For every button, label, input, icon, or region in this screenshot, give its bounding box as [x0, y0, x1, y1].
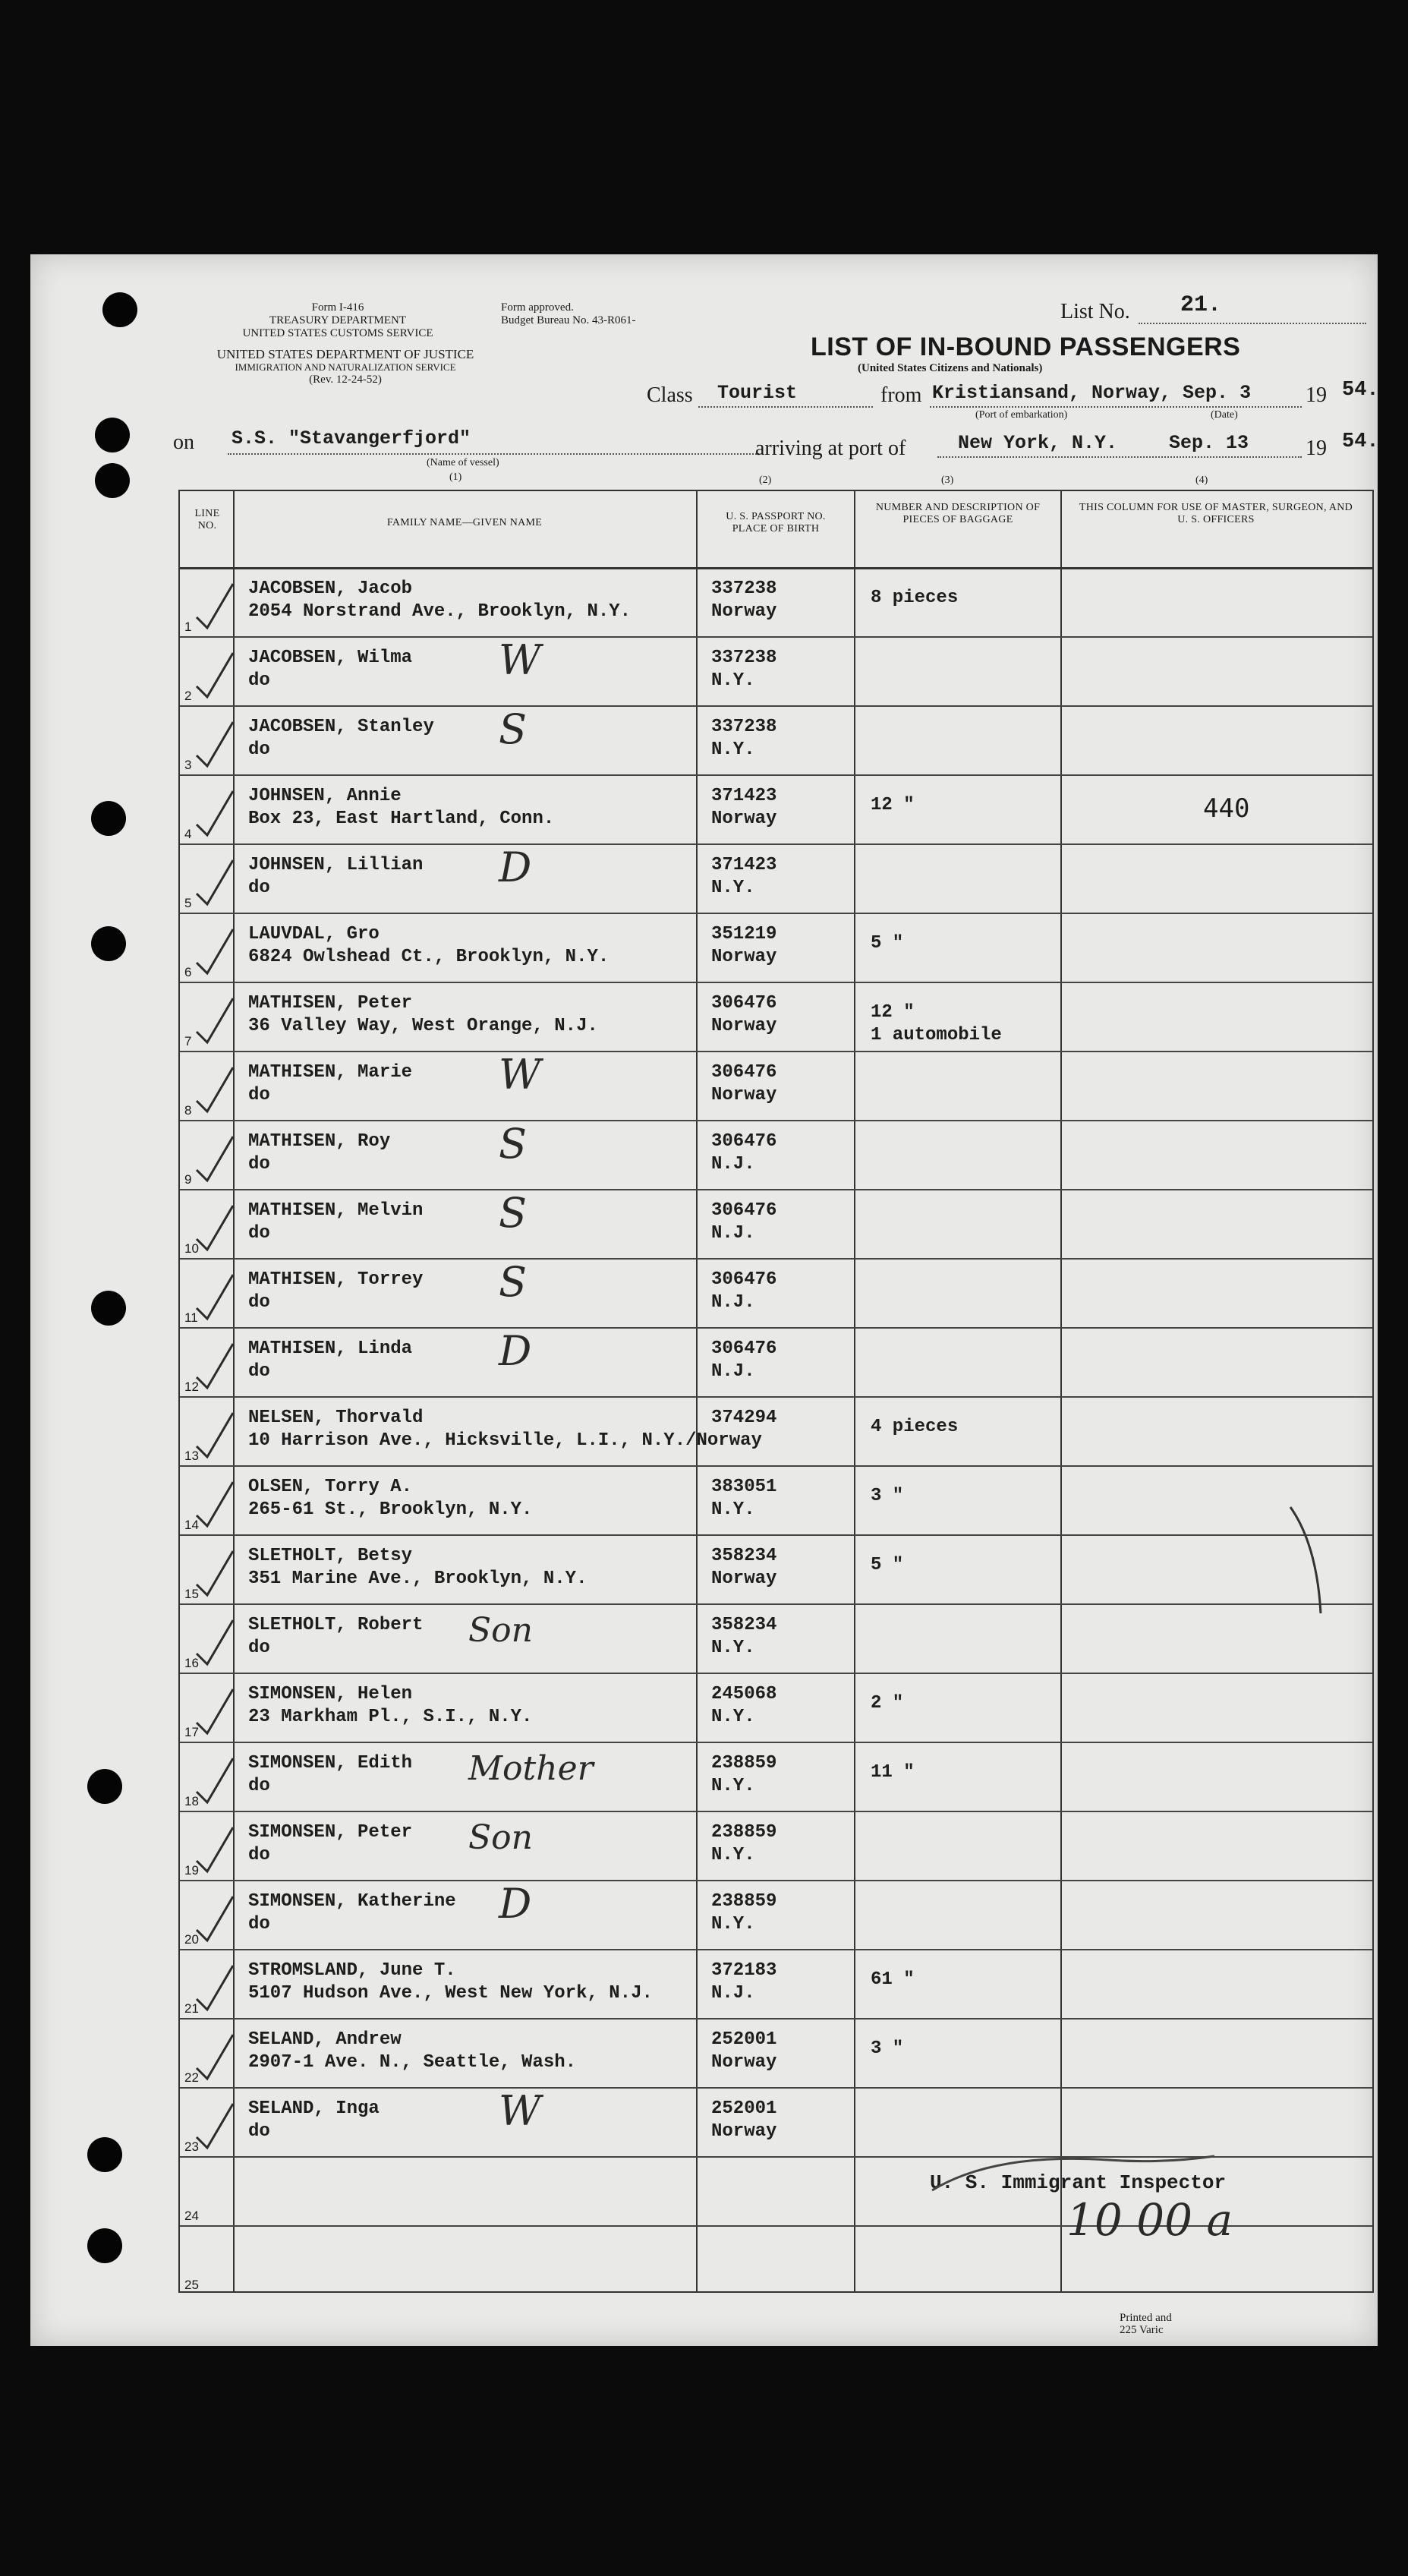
from-label: from — [880, 383, 922, 407]
line-number: 18 — [184, 1794, 199, 1808]
passport-number: 306476 — [711, 993, 777, 1014]
year-value-2: 54. — [1342, 430, 1379, 453]
passenger-name: JACOBSEN, Stanley — [248, 717, 434, 737]
col-header-name: FAMILY NAME—GIVEN NAME — [386, 517, 543, 528]
passenger-address: 265-61 St., Brooklyn, N.Y. — [248, 1499, 533, 1520]
passenger-address: do — [248, 1361, 270, 1382]
birth-place: Norway — [711, 809, 777, 829]
embarkation-caption: (Port of embarkation) — [975, 409, 1068, 421]
passport-number: 358234 — [711, 1546, 777, 1566]
printer-line-2: 225 Varic — [1120, 2324, 1164, 2336]
passenger-name: JOHNSEN, Lillian — [248, 855, 424, 875]
passenger-name: MATHISEN, Marie — [248, 1062, 413, 1083]
relationship-note: Son — [468, 1611, 533, 1650]
passenger-name: SELAND, Inga — [248, 2098, 380, 2119]
baggage: 61 " — [871, 1969, 915, 1990]
baggage: 8 pieces — [871, 588, 959, 608]
passport-number: 337238 — [711, 717, 777, 737]
col-number-3: (3) — [941, 475, 954, 486]
list-label: List No. — [1060, 300, 1130, 323]
passenger-address: do — [248, 1154, 270, 1174]
baggage-extra: 1 automobile — [871, 1025, 1002, 1045]
passport-number: 238859 — [711, 1753, 777, 1774]
line-number: 2 — [184, 689, 192, 703]
passport-number: 358234 — [711, 1615, 777, 1635]
birth-place: N.Y. — [711, 670, 755, 691]
baggage: 11 " — [871, 1762, 915, 1783]
passenger-address: Box 23, East Hartland, Conn. — [248, 809, 555, 829]
relationship-note: D — [499, 1327, 532, 1375]
passenger-name: MATHISEN, Linda — [248, 1338, 413, 1359]
passport-number: 306476 — [711, 1131, 777, 1152]
passenger-address: do — [248, 739, 270, 760]
line-number: 21 — [184, 2001, 199, 2016]
birth-place: Norway — [711, 1569, 777, 1589]
class-label: Class — [647, 383, 693, 407]
birth-place: N.J. — [711, 1983, 755, 2004]
birth-place: N.Y. — [711, 1914, 755, 1934]
line-number: 25 — [184, 2278, 199, 2292]
passenger-address: 2907-1 Ave. N., Seattle, Wash. — [248, 2052, 577, 2073]
embarkation-port-date: Kristiansand, Norway, Sep. 3 — [932, 382, 1252, 404]
birth-place: N.Y. — [711, 1776, 755, 1796]
passenger-name: SIMONSEN, Katherine — [248, 1891, 456, 1912]
col-header-passport: U. S. PASSPORT NO. PLACE OF BIRTH — [726, 511, 826, 534]
col-number-4: (4) — [1195, 475, 1208, 486]
line-number: 1 — [184, 620, 192, 634]
passenger-name: SIMONSEN, Peter — [248, 1822, 413, 1843]
birth-place: Norway — [711, 947, 777, 967]
passenger-address: do — [248, 1776, 270, 1796]
ins-title: IMMIGRATION AND NATURALIZATION SERVICE — [235, 361, 456, 373]
passenger-address: do — [248, 1638, 270, 1658]
line-number: 20 — [184, 1932, 199, 1947]
year-value: 54. — [1342, 379, 1379, 402]
passenger-name: JACOBSEN, Wilma — [248, 648, 413, 668]
passport-number: 337238 — [711, 648, 777, 668]
inspector-title: U. S. Immigrant Inspector — [930, 2171, 1227, 2194]
passport-number: 306476 — [711, 1200, 777, 1221]
passenger-address: 36 Valley Way, West Orange, N.J. — [248, 1016, 598, 1036]
line-number: 19 — [184, 1863, 199, 1878]
passenger-address: do — [248, 878, 270, 898]
passenger-address: do — [248, 2121, 270, 2142]
passenger-address: do — [248, 1085, 270, 1105]
passenger-address: do — [248, 1292, 270, 1313]
relationship-note: S — [499, 1258, 527, 1306]
inspector-signature: 10 00 a — [1066, 2194, 1233, 2246]
baggage: 12 " — [871, 795, 915, 815]
passport-number: 383051 — [711, 1477, 777, 1497]
line-number: 15 — [184, 1587, 199, 1601]
line-number: 6 — [184, 965, 192, 979]
approval-text: Form approved. — [501, 301, 574, 314]
doj-title: UNITED STATES DEPARTMENT OF JUSTICE — [216, 347, 474, 361]
relationship-note: D — [499, 1880, 532, 1928]
year-prefix-2: 19 — [1306, 437, 1327, 460]
passenger-address: 23 Markham Pl., S.I., N.Y. — [248, 1707, 533, 1727]
birth-place: N.Y. — [711, 739, 755, 760]
birth-place: N.J. — [711, 1292, 755, 1313]
passenger-name: SLETHOLT, Robert — [248, 1615, 424, 1635]
passport-number: 306476 — [711, 1338, 777, 1359]
birth-place: Norway — [711, 2052, 777, 2073]
passport-number: 238859 — [711, 1891, 777, 1912]
relationship-note: Mother — [468, 1749, 594, 1788]
passport-number: 351219 — [711, 924, 777, 944]
birth-place: N.J. — [711, 1154, 755, 1174]
baggage: 3 " — [871, 2038, 904, 2059]
col-header-officers: THIS COLUMN FOR USE OF MASTER, SURGEON, AND U. S. OFFICERS — [1079, 502, 1353, 525]
passenger-name: JACOBSEN, Jacob — [248, 579, 413, 599]
relationship-note: S — [499, 705, 527, 753]
baggage: 12 " — [871, 1002, 915, 1023]
on-label: on — [173, 430, 194, 454]
department: TREASURY DEPARTMENT — [269, 314, 407, 326]
relationship-note: S — [499, 1189, 527, 1237]
passenger-address: do — [248, 1845, 270, 1865]
line-number: 17 — [184, 1725, 199, 1739]
passenger-name: JOHNSEN, Annie — [248, 786, 402, 806]
passenger-address: 10 Harrison Ave., Hicksville, L.I., N.Y./Norway — [248, 1430, 762, 1451]
passenger-name: NELSEN, Thorvald — [248, 1408, 424, 1428]
passenger-name: MATHISEN, Melvin — [248, 1200, 424, 1221]
line-number: 12 — [184, 1379, 199, 1394]
year-prefix: 19 — [1306, 383, 1327, 407]
relationship-note: S — [499, 1120, 527, 1168]
line-number: 7 — [184, 1034, 192, 1048]
passenger-address: do — [248, 670, 270, 691]
birth-place: N.Y. — [711, 878, 755, 898]
relationship-note: W — [499, 636, 541, 684]
arrival-date: Sep. 13 — [1169, 432, 1249, 454]
passenger-name: MATHISEN, Torrey — [248, 1269, 424, 1290]
passenger-name: MATHISEN, Roy — [248, 1131, 391, 1152]
class-value: Tourist — [717, 382, 798, 404]
passenger-name: SIMONSEN, Edith — [248, 1753, 413, 1774]
col-header-line-no: LINE NO. — [194, 508, 220, 531]
passenger-name: SIMONSEN, Helen — [248, 1684, 413, 1704]
line-number: 14 — [184, 1518, 199, 1532]
col-header-baggage: NUMBER AND DESCRIPTION OF PIECES OF BAGGAGE — [875, 502, 1041, 525]
passenger-address: 2054 Norstrand Ave., Brooklyn, N.Y. — [248, 601, 632, 622]
line-number: 5 — [184, 896, 192, 910]
passport-number: 306476 — [711, 1269, 777, 1290]
arriving-label: arriving at port of — [755, 437, 906, 460]
passenger-address: do — [248, 1223, 270, 1244]
list-number: 21. — [1180, 292, 1222, 318]
passport-number: 238859 — [711, 1822, 777, 1843]
relationship-note: W — [499, 1051, 541, 1099]
passport-number: 252001 — [711, 2029, 777, 2050]
line-number: 9 — [184, 1172, 192, 1187]
birth-place: Norway — [711, 1085, 777, 1105]
passport-number: 371423 — [711, 855, 777, 875]
passenger-address: 5107 Hudson Ave., West New York, N.J. — [248, 1983, 653, 2004]
birth-place: Norway — [711, 1016, 777, 1036]
baggage: 5 " — [871, 933, 904, 954]
relationship-note: D — [499, 843, 532, 891]
birth-place: Norway — [711, 601, 777, 622]
line-number: 8 — [184, 1103, 192, 1118]
passenger-address: 6824 Owlshead Ct., Brooklyn, N.Y. — [248, 947, 610, 967]
line-number: 3 — [184, 758, 192, 772]
birth-place: N.J. — [711, 1361, 755, 1382]
department-service: UNITED STATES CUSTOMS SERVICE — [242, 327, 433, 339]
passport-number: 245068 — [711, 1684, 777, 1704]
relationship-note: Son — [468, 1818, 533, 1857]
arrival-port: New York, N.Y. — [958, 432, 1118, 454]
line-number: 24 — [184, 2209, 199, 2223]
passport-number: 252001 — [711, 2098, 777, 2119]
baggage: 2 " — [871, 1693, 904, 1714]
passenger-name: MATHISEN, Peter — [248, 993, 413, 1014]
line-number: 16 — [184, 1656, 199, 1670]
passport-number: 374294 — [711, 1408, 777, 1428]
birth-place: N.Y. — [711, 1499, 755, 1520]
baggage: 3 " — [871, 1486, 904, 1506]
page-title: LIST OF IN-BOUND PASSENGERS — [811, 333, 1241, 361]
form-number: Form I-416 — [311, 301, 364, 314]
line-number: 23 — [184, 2139, 199, 2154]
passport-number: 371423 — [711, 786, 777, 806]
line-number: 11 — [184, 1310, 198, 1325]
passport-number: 372183 — [711, 1960, 777, 1981]
budget-number: Budget Bureau No. 43-R061- — [501, 314, 636, 326]
relationship-note: W — [499, 2087, 541, 2135]
passenger-name: OLSEN, Torry A. — [248, 1477, 413, 1497]
birth-place: N.Y. — [711, 1845, 755, 1865]
line-number: 10 — [184, 1241, 199, 1256]
line-number: 4 — [184, 827, 192, 841]
passenger-name: SLETHOLT, Betsy — [248, 1546, 413, 1566]
passenger-address: do — [248, 1914, 270, 1934]
passport-number: 306476 — [711, 1062, 777, 1083]
baggage: 5 " — [871, 1555, 904, 1575]
revision-date: (Rev. 12-24-52) — [309, 374, 382, 386]
line-number: 22 — [184, 2070, 199, 2085]
passenger-address: 351 Marine Ave., Brooklyn, N.Y. — [248, 1569, 587, 1589]
birth-place: N.Y. — [711, 1707, 755, 1727]
line-number: 13 — [184, 1449, 199, 1463]
baggage: 4 pieces — [871, 1417, 959, 1437]
passport-number: 337238 — [711, 579, 777, 599]
handwritten-marks — [30, 254, 1378, 2346]
vessel-name: S.S. "Stavangerfjord" — [232, 427, 471, 449]
passenger-name: LAUVDAL, Gro — [248, 924, 380, 944]
col-number-1: (1) — [449, 471, 462, 483]
col-number-2: (2) — [759, 475, 772, 486]
birth-place: N.J. — [711, 1223, 755, 1244]
vessel-caption: (Name of vessel) — [427, 457, 499, 468]
passenger-name: STROMSLAND, June T. — [248, 1960, 456, 1981]
officer-note: 440 — [1203, 793, 1250, 824]
date-caption: (Date) — [1211, 409, 1238, 421]
printer-line-1: Printed and — [1120, 2312, 1172, 2324]
birth-place: Norway — [711, 2121, 777, 2142]
birth-place: N.Y. — [711, 1638, 755, 1658]
page-subtitle: (United States Citizens and Nationals) — [858, 362, 1043, 374]
form-page — [30, 254, 1378, 2346]
passenger-name: SELAND, Andrew — [248, 2029, 402, 2050]
